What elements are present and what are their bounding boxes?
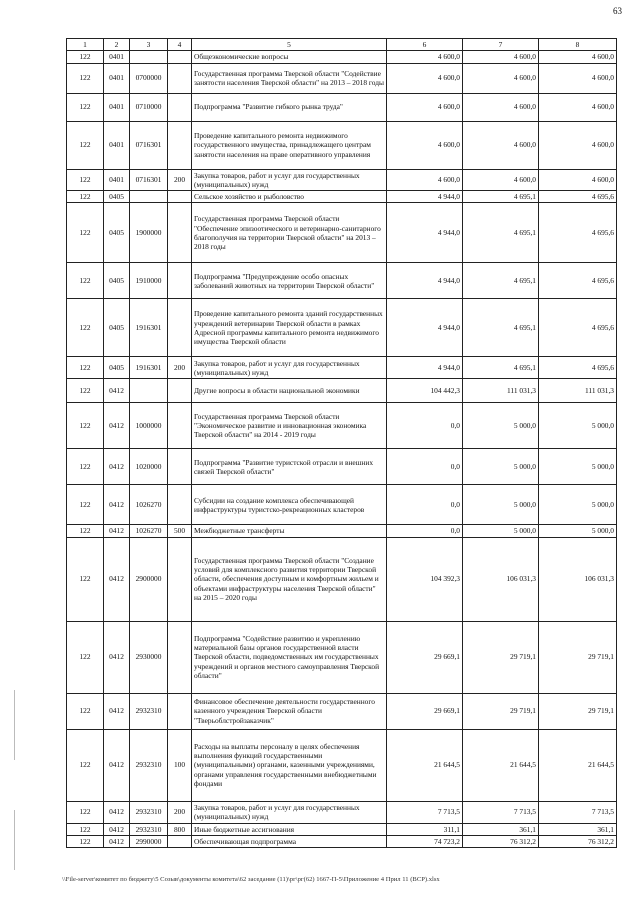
column-header-3: 3 [130,39,168,51]
file-path-footer: \\File-server\комитет по бюджету\5 Созыв\документы комитета\62 заседание (11)\рг\рг(62) 1667-П-5\Приложение 4 Прил 11 (ВСР).xlsx [62,876,440,883]
cell-grbs: 122 [67,299,104,357]
cell-name: Межбюджетные трансферты [192,525,387,537]
cell-amount-year2: 5 000,0 [463,485,539,525]
cell-amount-year2: 4 600,0 [463,51,539,63]
cell-name: Подпрограмма "Содействие развитию и укреплению материальной базы органов государственной власти Тверской области, подведомственных им государственных учреждений и органов местного самоуправления Тверской области" [192,621,387,693]
cell-amount-year3: 5 000,0 [539,525,617,537]
cell-amount-year1: 104 442,3 [387,379,463,403]
cell-section: 0412 [104,403,130,449]
cell-name: Закупка товаров, работ и услуг для государственных (муниципальных) нужд [192,169,387,191]
cell-section: 0401 [104,169,130,191]
cell-amount-year3: 4 600,0 [539,169,617,191]
cell-amount-year3: 4 695,6 [539,191,617,203]
cell-section: 0405 [104,299,130,357]
table-row [67,191,617,203]
cell-grbs: 122 [67,63,104,93]
cell-grbs: 122 [67,801,104,823]
cell-amount-year2: 4 695,1 [463,203,539,263]
cell-amount-year1: 0,0 [387,403,463,449]
cell-amount-year3: 361,1 [539,823,617,835]
table-row [67,169,617,191]
cell-target-article [130,51,168,63]
cell-section: 0412 [104,485,130,525]
table-row [67,299,617,357]
cell-amount-year3: 4 695,6 [539,203,617,263]
cell-grbs: 122 [67,729,104,801]
cell-amount-year3: 4 600,0 [539,51,617,63]
cell-amount-year3: 76 312,2 [539,835,617,847]
cell-expense-type: 800 [168,823,192,835]
cell-name: Иные бюджетные ассигнования [192,823,387,835]
cell-expense-type [168,63,192,93]
cell-grbs: 122 [67,121,104,169]
cell-amount-year3: 29 719,1 [539,693,617,729]
column-header-2: 2 [104,39,130,51]
cell-amount-year3: 4 600,0 [539,93,617,121]
table-row [67,835,617,847]
cell-target-article: 2932310 [130,801,168,823]
cell-section: 0405 [104,263,130,299]
cell-expense-type [168,621,192,693]
cell-name: Подпрограмма "Предупреждение особо опасных заболеваний животных на территории Тверской области" [192,263,387,299]
cell-amount-year1: 4 944,0 [387,357,463,379]
cell-amount-year2: 4 695,1 [463,191,539,203]
column-header-1: 1 [67,39,104,51]
cell-target-article: 1020000 [130,449,168,485]
cell-amount-year3: 5 000,0 [539,485,617,525]
cell-section: 0412 [104,621,130,693]
column-header-4: 4 [168,39,192,51]
cell-amount-year1: 29 669,1 [387,693,463,729]
cell-expense-type: 100 [168,729,192,801]
cell-amount-year3: 21 644,5 [539,729,617,801]
cell-target-article: 1026270 [130,525,168,537]
cell-amount-year2: 21 644,5 [463,729,539,801]
table-row [67,63,617,93]
cell-amount-year2: 29 719,1 [463,693,539,729]
table-row [67,449,617,485]
cell-target-article [130,379,168,403]
cell-target-article: 1910000 [130,263,168,299]
cell-grbs: 122 [67,263,104,299]
cell-expense-type [168,93,192,121]
cell-grbs: 122 [67,169,104,191]
cell-target-article: 1900000 [130,203,168,263]
cell-amount-year1: 0,0 [387,449,463,485]
table-row [67,51,617,63]
cell-section: 0412 [104,835,130,847]
cell-target-article: 0710000 [130,93,168,121]
table-row [67,729,617,801]
cell-expense-type: 200 [168,169,192,191]
cell-section: 0412 [104,537,130,621]
cell-target-article: 2990000 [130,835,168,847]
cell-amount-year2: 7 713,5 [463,801,539,823]
cell-target-article: 0716301 [130,169,168,191]
cell-amount-year2: 5 000,0 [463,449,539,485]
cell-name: Подпрограмма "Развитие туристской отрасли и внешних связей Тверской области" [192,449,387,485]
cell-amount-year2: 4 695,1 [463,357,539,379]
cell-expense-type: 500 [168,525,192,537]
cell-target-article: 1026270 [130,485,168,525]
cell-name: Проведение капитального ремонта недвижимого государственного имущества, принадлежащего центрам занятости населения на праве оперативного управления [192,121,387,169]
cell-section: 0412 [104,823,130,835]
table-row [67,537,617,621]
cell-name: Обеспечивающая подпрограмма [192,835,387,847]
cell-grbs: 122 [67,379,104,403]
cell-grbs: 122 [67,51,104,63]
table-row [67,693,617,729]
cell-amount-year3: 4 600,0 [539,63,617,93]
cell-amount-year3: 4 695,6 [539,299,617,357]
cell-target-article: 2900000 [130,537,168,621]
cell-amount-year3: 4 695,6 [539,263,617,299]
cell-amount-year1: 4 600,0 [387,121,463,169]
cell-expense-type [168,203,192,263]
cell-expense-type [168,693,192,729]
table-row [67,357,617,379]
column-number-row [67,39,617,51]
table-body [67,51,617,848]
cell-grbs: 122 [67,485,104,525]
cell-target-article: 0700000 [130,63,168,93]
cell-amount-year2: 4 600,0 [463,169,539,191]
cell-expense-type [168,835,192,847]
cell-section: 0412 [104,729,130,801]
cell-expense-type [168,299,192,357]
cell-section: 0412 [104,449,130,485]
cell-amount-year1: 4 600,0 [387,169,463,191]
cell-target-article: 2932310 [130,823,168,835]
cell-grbs: 122 [67,537,104,621]
scan-margin-line [14,810,15,870]
column-header-7: 7 [463,39,539,51]
cell-name: Общеэкономические вопросы [192,51,387,63]
table-row [67,621,617,693]
cell-grbs: 122 [67,403,104,449]
cell-grbs: 122 [67,357,104,379]
cell-target-article: 2932310 [130,729,168,801]
cell-name: Расходы на выплаты персоналу в целях обеспечения выполнения функций государственными (муниципальными) органами, казенными учреждениями, органами управления государственными внебюджетными фондами [192,729,387,801]
cell-amount-year1: 0,0 [387,485,463,525]
cell-grbs: 122 [67,693,104,729]
cell-grbs: 122 [67,823,104,835]
cell-amount-year2: 5 000,0 [463,403,539,449]
cell-amount-year3: 5 000,0 [539,449,617,485]
cell-amount-year3: 106 031,3 [539,537,617,621]
cell-target-article [130,191,168,203]
table-row [67,379,617,403]
cell-amount-year3: 7 713,5 [539,801,617,823]
cell-grbs: 122 [67,93,104,121]
cell-name: Сельское хозяйство и рыболовство [192,191,387,203]
column-header-5: 5 [192,39,387,51]
cell-amount-year2: 106 031,3 [463,537,539,621]
page-number: 63 [613,6,622,16]
cell-grbs: 122 [67,449,104,485]
cell-section: 0405 [104,357,130,379]
cell-expense-type [168,403,192,449]
cell-amount-year1: 4 944,0 [387,299,463,357]
cell-amount-year1: 4 944,0 [387,203,463,263]
column-header-8: 8 [539,39,617,51]
cell-amount-year3: 4 600,0 [539,121,617,169]
cell-grbs: 122 [67,191,104,203]
cell-target-article: 0716301 [130,121,168,169]
cell-name: Субсидии на создание комплекса обеспечивающей инфраструктуры туристско-рекреационных кластеров [192,485,387,525]
table-row [67,823,617,835]
cell-amount-year1: 29 669,1 [387,621,463,693]
cell-amount-year2: 4 695,1 [463,263,539,299]
cell-amount-year1: 7 713,5 [387,801,463,823]
cell-expense-type: 200 [168,801,192,823]
cell-name: Подпрограмма "Развитие гибкого рынка труда" [192,93,387,121]
cell-amount-year1: 21 644,5 [387,729,463,801]
cell-amount-year3: 29 719,1 [539,621,617,693]
cell-section: 0412 [104,379,130,403]
cell-name: Проведение капитального ремонта зданий государственных учреждений ветеринарии Тверской области в рамках Адресной программы капитального ремонта недвижимого имущества Тверской области [192,299,387,357]
cell-amount-year1: 311,1 [387,823,463,835]
cell-section: 0412 [104,525,130,537]
cell-amount-year1: 0,0 [387,525,463,537]
cell-expense-type [168,537,192,621]
cell-section: 0405 [104,203,130,263]
cell-name: Государственная программа Тверской области "Создание условий для комплексного развития территории Тверской области, обеспечения доступным и комфортным жильем и объектами инфраструктуры населения Тверской области" на 2015 – 2020 годы [192,537,387,621]
cell-amount-year2: 4 695,1 [463,299,539,357]
cell-amount-year2: 4 600,0 [463,93,539,121]
cell-expense-type [168,51,192,63]
cell-amount-year2: 361,1 [463,823,539,835]
cell-name: Закупка товаров, работ и услуг для государственных (муниципальных) нужд [192,801,387,823]
cell-target-article: 1000000 [130,403,168,449]
cell-expense-type [168,485,192,525]
cell-name: Финансовое обеспечение деятельности государственного казенного учреждения Тверской области "Тверьоблстройзаказчик" [192,693,387,729]
cell-amount-year2: 4 600,0 [463,63,539,93]
budget-table [66,38,617,848]
cell-target-article: 1916301 [130,357,168,379]
table-row [67,263,617,299]
cell-grbs: 122 [67,835,104,847]
cell-amount-year2: 111 031,3 [463,379,539,403]
table-row [67,121,617,169]
cell-section: 0401 [104,63,130,93]
table-row [67,485,617,525]
cell-amount-year1: 4 600,0 [387,63,463,93]
cell-amount-year1: 4 600,0 [387,93,463,121]
cell-name: Закупка товаров, работ и услуг для государственных (муниципальных) нужд [192,357,387,379]
cell-section: 0412 [104,801,130,823]
table-row [67,403,617,449]
table-row [67,93,617,121]
cell-amount-year3: 111 031,3 [539,379,617,403]
cell-amount-year2: 4 600,0 [463,121,539,169]
column-header-6: 6 [387,39,463,51]
cell-expense-type [168,449,192,485]
cell-section: 0401 [104,121,130,169]
cell-section: 0405 [104,191,130,203]
cell-amount-year1: 104 392,3 [387,537,463,621]
cell-amount-year1: 4 600,0 [387,51,463,63]
cell-amount-year2: 76 312,2 [463,835,539,847]
cell-name: Государственная программа Тверской области "Содействие занятости населения Тверской области" на 2013 – 2018 годы [192,63,387,93]
cell-grbs: 122 [67,525,104,537]
table-row [67,525,617,537]
cell-expense-type [168,263,192,299]
cell-expense-type [168,379,192,403]
cell-target-article: 1916301 [130,299,168,357]
cell-grbs: 122 [67,621,104,693]
cell-amount-year3: 5 000,0 [539,403,617,449]
cell-section: 0412 [104,693,130,729]
cell-amount-year1: 74 723,2 [387,835,463,847]
cell-section: 0401 [104,93,130,121]
cell-amount-year3: 4 695,6 [539,357,617,379]
cell-expense-type [168,121,192,169]
cell-amount-year2: 5 000,0 [463,525,539,537]
cell-amount-year2: 29 719,1 [463,621,539,693]
cell-amount-year1: 4 944,0 [387,263,463,299]
table-row [67,801,617,823]
cell-name: Государственная программа Тверской области "Обеспечение эпизоотического и ветеринарно-санитарного благополучия на территории Тверской области" на 2013 – 2018 годы [192,203,387,263]
table-row [67,203,617,263]
cell-name: Государственная программа Тверской области "Экономическое развитие и инновационная экономика Тверской области" на 2014 - 2019 годы [192,403,387,449]
cell-name: Другие вопросы в области национальной экономики [192,379,387,403]
scan-margin-line [14,690,15,760]
cell-target-article: 2932310 [130,693,168,729]
cell-expense-type [168,191,192,203]
cell-section: 0401 [104,51,130,63]
cell-expense-type: 200 [168,357,192,379]
cell-amount-year1: 4 944,0 [387,191,463,203]
cell-grbs: 122 [67,203,104,263]
cell-target-article: 2930000 [130,621,168,693]
